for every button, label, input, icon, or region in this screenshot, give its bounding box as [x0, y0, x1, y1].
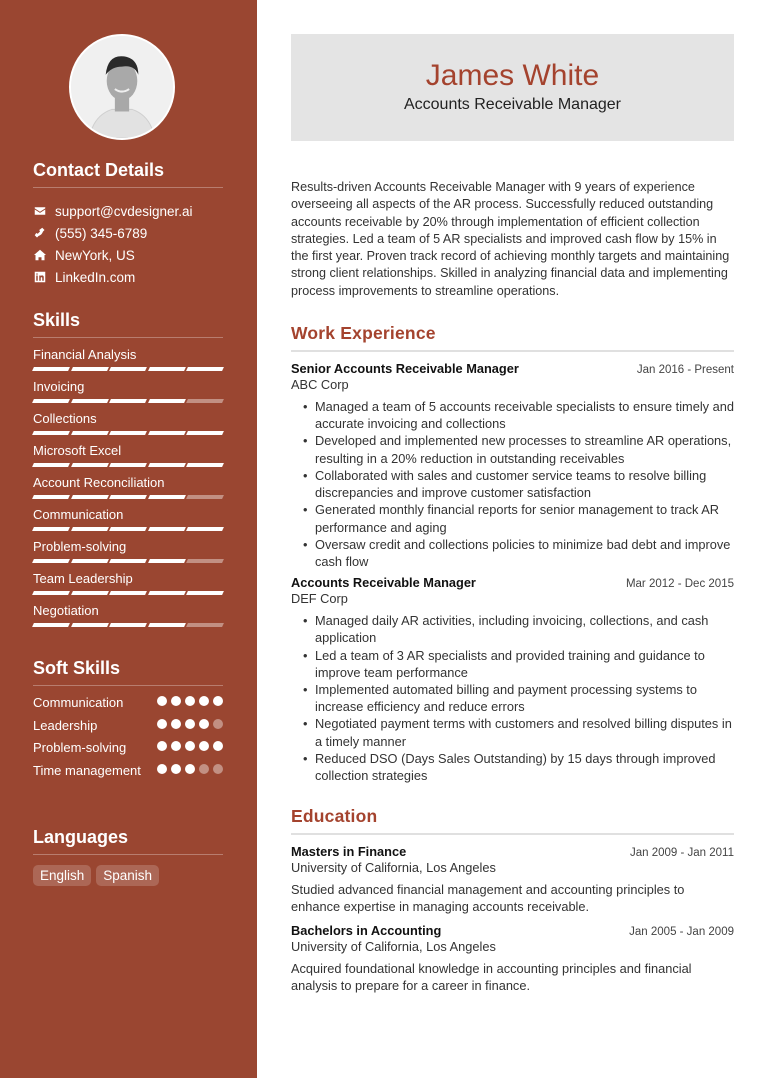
contact-section [33, 160, 223, 288]
soft-skill-name: Communication [33, 695, 124, 710]
skill-bar-segment [32, 399, 69, 403]
skill-bar-segment [32, 367, 69, 371]
skill-bar-segment [109, 591, 146, 595]
skill-bar-segment [148, 495, 185, 499]
work-section [291, 323, 734, 784]
contact-location [33, 244, 223, 266]
skill-bar-segment [186, 367, 223, 371]
skill-bar-segment [109, 495, 146, 499]
skill-name: Account Reconciliation [33, 475, 165, 490]
job-title: Accounts Receivable Manager [291, 575, 476, 591]
contact-email-text: support@cvdesigner.ai [55, 203, 193, 219]
skill-level-bars [33, 591, 223, 595]
soft-skill-rating [157, 741, 223, 762]
education-description: Studied advanced financial management and accounting principles to enhance expertise in managing accounts receivable. [291, 882, 685, 915]
job-bullet: • Led a team of 3 AR specialists and provided training and guidance to improve team performance [301, 647, 734, 681]
sidebar [0, 0, 257, 1078]
job-company: ABC Corp [291, 377, 349, 393]
job-bullet: • Oversaw credit and collections policies to minimize bad debt and improve cash flow [301, 536, 734, 570]
job-company: DEF Corp [291, 591, 348, 607]
skill-level-bars [33, 399, 223, 403]
rating-dot-icon [157, 696, 167, 706]
job-bullet: • Negotiated payment terms with customers and resolved billing disputes in a timely manner [301, 715, 734, 749]
skill-bar-segment [32, 559, 69, 563]
contact-location-text: NewYork, US [55, 247, 135, 263]
rating-dot-icon [199, 696, 209, 706]
skill-bar-segment [32, 623, 69, 627]
skill-bar-segment [109, 623, 146, 627]
main-content [291, 34, 734, 994]
skill-bar-segment [71, 495, 108, 499]
degree-title: Masters in Finance [291, 844, 407, 860]
rating-dot-icon [185, 696, 195, 706]
soft-skill-item [33, 762, 223, 785]
skill-item [33, 346, 223, 378]
summary-text: Results-driven Accounts Receivable Manager with 9 years of experience overseeing all aspects of the AR process. Successfully reduced outstanding accounts receivable by 20% through implementation of efficient collection strategies. Led a team of 5 AR specialists and improved cash flow by 15% in the first year. Proven track record of achieving monthly targets and maintaining strong client relationships. Skilled in analyzing financial data and implementing process improvements to streamline operations. [291, 180, 730, 298]
skill-bar-segment [71, 463, 108, 467]
skill-name: Communication [33, 507, 124, 522]
soft-skills-list [33, 694, 223, 784]
skill-bar-segment [148, 623, 185, 627]
skill-level-bars [33, 495, 223, 499]
degree-title: Bachelors in Accounting [291, 922, 442, 938]
skill-level-bars [33, 463, 223, 467]
skill-bar-segment [186, 559, 223, 563]
job-dates: Jan 2016 - Present [636, 364, 734, 377]
rating-dot-icon [185, 719, 195, 729]
job-entry [291, 575, 734, 784]
soft-skill-rating [157, 696, 223, 717]
skill-bar-segment [186, 399, 223, 403]
skill-bar-segment [71, 559, 108, 563]
job-dates: Mar 2012 - Dec 2015 [625, 578, 734, 591]
skill-level-bars [33, 559, 223, 563]
rating-dot-icon [171, 696, 181, 706]
rating-dot-icon [157, 741, 167, 751]
skill-bar-segment [109, 463, 146, 467]
soft-skill-rating [157, 764, 223, 785]
skill-bar-segment [186, 463, 223, 467]
skill-bar-segment [109, 431, 146, 435]
rating-dot-icon [171, 741, 181, 751]
skill-bar-segment [32, 463, 69, 467]
job-bullet: • Developed and implemented new processes to streamline AR operations, resulting in a 20% reduction in outstanding receivables [301, 432, 734, 466]
job-title: Senior Accounts Receivable Manager [291, 361, 519, 377]
rating-dot-icon [171, 764, 181, 774]
profile-photo [69, 34, 175, 140]
language-badge: English [33, 865, 91, 886]
skill-name: Negotiation [33, 603, 99, 618]
skill-bar-segment [32, 527, 69, 531]
skill-bar-segment [71, 399, 108, 403]
skill-name: Invoicing [33, 379, 85, 394]
contact-phone[interactable] [33, 222, 223, 244]
rating-dot-icon [185, 741, 195, 751]
skill-level-bars [33, 367, 223, 371]
job-bullets [301, 398, 734, 570]
skill-level-bars [33, 623, 223, 627]
skill-item [33, 378, 223, 410]
education-heading: Education [291, 806, 734, 835]
skill-bar-segment [148, 463, 185, 467]
home-icon [33, 248, 47, 262]
job-bullet: • Reduced DSO (Days Sales Outstanding) by 15 days through improved collection strategies [301, 750, 734, 784]
envelope-icon [33, 204, 47, 218]
person-photo-icon [71, 36, 173, 138]
language-badge: Spanish [96, 865, 159, 886]
education-entry [291, 923, 734, 995]
soft-skills-heading: Soft Skills [33, 658, 223, 686]
skill-item [33, 602, 223, 634]
skill-name: Collections [33, 411, 97, 426]
skill-bar-segment [186, 431, 223, 435]
skill-bar-segment [148, 431, 185, 435]
education-dates: Jan 2009 - Jan 2011 [629, 847, 734, 860]
soft-skill-item [33, 739, 223, 762]
phone-icon [33, 226, 47, 240]
rating-dot-icon [213, 764, 223, 774]
skill-name: Problem-solving [33, 539, 127, 554]
skill-item [33, 442, 223, 474]
job-bullet: • Implemented automated billing and payment processing systems to increase efficiency and reduce errors [301, 681, 734, 715]
education-entry [291, 844, 734, 916]
rating-dot-icon [157, 764, 167, 774]
job-bullets [301, 612, 734, 784]
soft-skill-rating [157, 719, 223, 740]
header-banner [291, 34, 734, 141]
soft-skills-section [33, 658, 223, 784]
skill-item [33, 410, 223, 442]
languages-section [33, 827, 223, 886]
skill-bar-segment [186, 591, 223, 595]
skill-name: Microsoft Excel [33, 443, 122, 458]
rating-dot-icon [213, 741, 223, 751]
rating-dot-icon [199, 719, 209, 729]
school-name: University of California, Los Angeles [291, 938, 496, 954]
skill-bar-segment [71, 367, 108, 371]
contact-linkedin-text: LinkedIn.com [55, 269, 136, 285]
job-bullet: • Collaborated with sales and customer service teams to resolve billing discrepancies and improve customer satisfaction [301, 467, 734, 501]
skill-bar-segment [109, 559, 146, 563]
soft-skill-name: Leadership [33, 717, 98, 733]
education-description: Acquired foundational knowledge in accounting principles and financial analysis to prepare for a career in finance. [291, 960, 692, 994]
work-heading: Work Experience [291, 323, 734, 352]
job-bullet: • Managed daily AR activities, including invoicing, collections, and cash application [301, 612, 734, 646]
skill-bar-segment [186, 623, 223, 627]
skill-bar-segment [148, 367, 185, 371]
soft-skill-name: Time management [33, 762, 141, 778]
skill-bar-segment [186, 527, 223, 531]
rating-dot-icon [213, 696, 223, 706]
soft-skill-item [33, 717, 223, 740]
soft-skill-item [33, 694, 223, 717]
school-name: University of California, Los Angeles [291, 860, 496, 876]
skill-bar-segment [71, 591, 108, 595]
candidate-title: Accounts Receivable Manager [403, 96, 621, 113]
skill-item [33, 474, 223, 506]
skill-bar-segment [148, 559, 185, 563]
contact-heading: Contact Details [33, 160, 223, 188]
linkedin-icon [33, 270, 47, 284]
skill-name: Financial Analysis [33, 347, 137, 362]
skill-bar-segment [148, 399, 185, 403]
soft-skill-name: Problem-solving [33, 740, 127, 755]
skill-item [33, 570, 223, 602]
skill-bar-segment [32, 495, 69, 499]
skill-bar-segment [71, 623, 108, 627]
rating-dot-icon [199, 741, 209, 751]
rating-dot-icon [213, 719, 223, 729]
contact-linkedin[interactable] [33, 266, 223, 288]
skill-bar-segment [109, 527, 146, 531]
skills-heading: Skills [33, 310, 223, 338]
contact-phone-text: (555) 345-6789 [55, 225, 148, 241]
skill-level-bars [33, 431, 223, 435]
skill-bar-segment [71, 431, 108, 435]
education-dates: Jan 2005 - Jan 2009 [629, 925, 734, 938]
skill-name: Team Leadership [33, 571, 133, 586]
skill-item [33, 506, 223, 538]
rating-dot-icon [185, 764, 195, 774]
skill-bar-segment [32, 591, 69, 595]
skills-section [33, 310, 223, 634]
skill-bar-segment [148, 527, 185, 531]
job-bullet: • Managed a team of 5 accounts receivable specialists to ensure timely and accurate invoicing and collections [301, 398, 734, 432]
skills-list [33, 346, 223, 634]
skill-bar-segment [109, 367, 146, 371]
contact-email[interactable] [33, 200, 223, 222]
skill-item [33, 538, 223, 570]
candidate-name: James White [425, 59, 600, 92]
rating-dot-icon [199, 764, 209, 774]
skill-bar-segment [148, 591, 185, 595]
skill-level-bars [33, 527, 223, 531]
job-bullet: • Generated monthly financial reports for senior management to track AR performance and aging [301, 501, 734, 535]
skill-bar-segment [32, 431, 69, 435]
skill-bar-segment [109, 399, 146, 403]
skill-bar-segment [71, 527, 108, 531]
skill-bar-segment [186, 495, 223, 499]
rating-dot-icon [157, 719, 167, 729]
job-entry [291, 361, 734, 570]
rating-dot-icon [171, 719, 181, 729]
education-section [291, 806, 734, 994]
languages-heading: Languages [33, 827, 223, 855]
